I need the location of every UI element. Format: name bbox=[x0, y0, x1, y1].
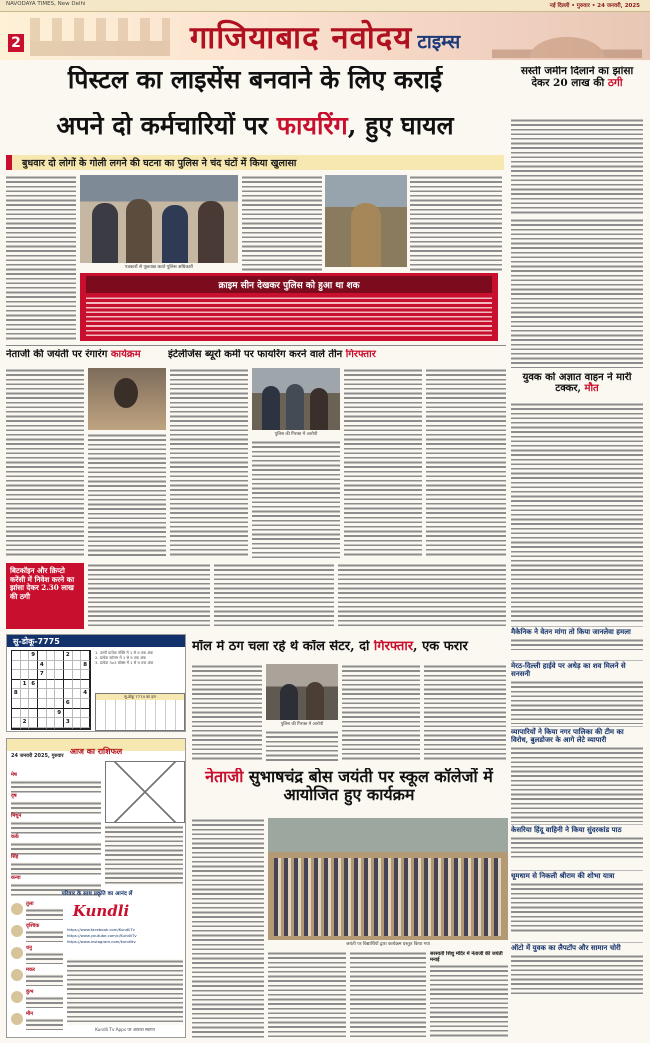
sudoku-cell bbox=[73, 699, 82, 709]
kundli-logo bbox=[71, 901, 131, 923]
sudoku-cell: 4 bbox=[81, 689, 90, 699]
accused-figure bbox=[310, 388, 328, 430]
rashi-entry bbox=[11, 923, 63, 944]
sudoku-cell bbox=[73, 670, 82, 680]
sudoku-cell bbox=[73, 718, 82, 728]
person-figure bbox=[198, 201, 224, 263]
crime-scene-box bbox=[80, 273, 498, 341]
rashi-entry bbox=[11, 901, 63, 922]
sudoku-cell: 8 bbox=[12, 689, 21, 699]
vivek-item-text bbox=[511, 746, 643, 822]
zodiac-icon bbox=[11, 969, 23, 981]
vivek-item-text bbox=[511, 680, 643, 724]
sudoku-cell bbox=[38, 728, 47, 729]
sudoku-cell bbox=[21, 670, 30, 680]
bitcoin-box bbox=[6, 563, 84, 629]
sudoku-cell bbox=[64, 670, 73, 680]
land-scam-text bbox=[511, 118, 643, 216]
social-links bbox=[67, 927, 183, 955]
bitcoin-col3-text bbox=[338, 563, 506, 629]
sudoku-cell bbox=[47, 651, 56, 661]
rashi-list bbox=[11, 761, 101, 885]
sudoku-cell bbox=[38, 718, 47, 728]
sudoku-cell bbox=[55, 728, 64, 729]
rashi-entry bbox=[11, 802, 101, 822]
rashi-name: तुला bbox=[26, 901, 34, 907]
sudoku-cell bbox=[64, 689, 73, 699]
instagram-link[interactable]: https://www.instagram.com/kundlitv bbox=[67, 939, 136, 944]
sudoku-cell bbox=[29, 709, 38, 719]
netaji-big-headline bbox=[192, 768, 506, 812]
sudoku-cell bbox=[73, 709, 82, 719]
zodiac-icon bbox=[11, 991, 23, 1003]
sudoku-cell bbox=[38, 709, 47, 719]
vivek-item bbox=[511, 824, 643, 869]
mall-headline-a: मॉल में ठग चला रहे थे कॉल सेंटर, दो bbox=[192, 640, 374, 654]
top-strip bbox=[0, 0, 650, 12]
masthead-hindi: गाजियाबाद नवोदय bbox=[189, 20, 413, 56]
kundli-footer: Kundli Tv Apps पर आपका स्वागत bbox=[95, 1027, 155, 1032]
sudoku-cell bbox=[47, 728, 56, 729]
sudoku-cell bbox=[47, 709, 56, 719]
rashi-text bbox=[26, 908, 63, 920]
sudoku-cell bbox=[73, 651, 82, 661]
sudoku-cell: 3 bbox=[64, 718, 73, 728]
vivek-item-title: ऑटो में युवक का लैपटॉप और सामान चोरी bbox=[511, 943, 621, 952]
parade-photo bbox=[268, 818, 508, 940]
sudoku-cell bbox=[12, 728, 21, 729]
netaji-big-col1 bbox=[192, 818, 264, 1038]
sudoku-cell bbox=[73, 728, 82, 729]
sudoku-cell bbox=[29, 661, 38, 671]
vivek-item-title: केसरिया हिंदू वाहिनी ने किया सुंदरकांड पाठ bbox=[511, 825, 622, 834]
sudoku-cell bbox=[21, 661, 30, 671]
mall-photo bbox=[266, 664, 338, 720]
crime-scene-box-text bbox=[86, 296, 492, 338]
sudoku-cell bbox=[21, 699, 30, 709]
intel-photo bbox=[252, 368, 340, 430]
kundli-chart bbox=[105, 761, 185, 823]
parade-photo-caption: जयंती पर विद्यार्थियों द्वारा कार्यक्रम प्रस्तुत किया गया bbox=[346, 942, 430, 947]
rashi-entry bbox=[11, 843, 101, 863]
rashi-entry bbox=[11, 989, 63, 1010]
sudoku-rule: 1. उत्तरी प्रत्येक पंक्ति में 1 से 9 तक अंक bbox=[95, 650, 154, 655]
person-figure bbox=[162, 205, 188, 263]
rashi-name: सिंह bbox=[11, 854, 19, 861]
rashi-entry bbox=[11, 761, 101, 781]
sudoku-cell bbox=[47, 680, 56, 690]
sudoku-cell bbox=[47, 718, 56, 728]
sudoku-cell bbox=[55, 661, 64, 671]
lead-headline-2a: अपने दो कर्मचारियों पर bbox=[56, 112, 277, 140]
sudoku-cell bbox=[55, 651, 64, 661]
sudoku-title: सु-डोकू-7775 bbox=[13, 637, 60, 646]
vivek-item-text bbox=[511, 638, 643, 650]
rashi-name: वृष bbox=[11, 792, 17, 799]
sudoku-cell bbox=[29, 689, 38, 699]
page-number: 2 bbox=[8, 34, 24, 52]
accused-figure bbox=[280, 684, 298, 720]
sudoku-cell bbox=[73, 689, 82, 699]
sudoku-cell bbox=[81, 728, 90, 729]
zodiac-icon bbox=[11, 903, 23, 915]
vivek-item bbox=[511, 942, 643, 1003]
bitcoin-col1-text bbox=[88, 563, 210, 629]
sudoku-cell bbox=[38, 689, 47, 699]
sudoku-cell bbox=[81, 670, 90, 680]
zodiac-icon bbox=[11, 947, 23, 959]
kundli-brand: Kundli bbox=[72, 902, 130, 920]
sudoku-cell bbox=[12, 670, 21, 680]
land-scam-headline bbox=[511, 66, 643, 116]
youtube-link[interactable]: https://www.youtube.com/c/KundliTv bbox=[67, 933, 137, 938]
sudoku-panel bbox=[6, 634, 186, 732]
sudoku-cell bbox=[64, 661, 73, 671]
sudoku-cell bbox=[38, 699, 47, 709]
sudoku-cell bbox=[38, 680, 47, 690]
accused-figure bbox=[286, 384, 304, 430]
sudoku-cell bbox=[12, 709, 21, 719]
sudoku-cell bbox=[29, 718, 38, 728]
rashi-name: धनु bbox=[26, 945, 32, 951]
accident-headline-a: युवक को अज्ञात वाहन ने मारी टक्कर, bbox=[522, 372, 632, 395]
vivek-item-text bbox=[511, 954, 643, 994]
police-photo bbox=[325, 175, 407, 267]
lead-headline-2 bbox=[6, 112, 504, 146]
sudoku-title-bar bbox=[7, 635, 185, 647]
sudoku-cell: 2 bbox=[64, 651, 73, 661]
rashi-name: मिथुन bbox=[11, 813, 22, 820]
rashi-name: कुंभ bbox=[26, 989, 34, 995]
sudoku-cell bbox=[29, 699, 38, 709]
masthead bbox=[0, 12, 650, 60]
sudoku-rule: 2. प्रत्येक कॉलम में 1 से 9 तक अंक bbox=[95, 655, 146, 660]
sudoku-cell bbox=[64, 680, 73, 690]
date-tag: नई दिल्ली • गुरुवार • 24 जनवरी, 2025 bbox=[549, 3, 640, 9]
sudoku-cell bbox=[81, 699, 90, 709]
land-scam-text-2 bbox=[511, 218, 643, 368]
sudoku-cell bbox=[12, 699, 21, 709]
intelligence-headline-b: गिरफ्तार bbox=[345, 349, 376, 360]
vivek-item bbox=[511, 660, 643, 725]
rashi-extra-text bbox=[67, 959, 183, 1025]
accused-figure bbox=[262, 386, 280, 430]
rashi-text bbox=[26, 930, 63, 942]
accident-headline-b: मौत bbox=[584, 383, 599, 395]
rashi-name: मेष bbox=[11, 772, 17, 778]
monument-art bbox=[492, 16, 642, 58]
netaji-col2-text bbox=[88, 433, 166, 558]
lead-col1-text bbox=[6, 175, 76, 340]
sudoku-cell bbox=[64, 728, 73, 729]
rashi-entry bbox=[11, 945, 63, 966]
rashi-entry bbox=[11, 823, 101, 843]
sudoku-cell bbox=[73, 680, 82, 690]
bitcoin-box-text: बिटकॉइन और क्रिप्टो करेंसी में निवेश करने का झांसा देकर 2.30 लाख की ठगी bbox=[10, 566, 75, 601]
intelligence-headline-a: इंटेलीजेंस ब्यूरो कर्मी पर फायरिंग करने वाले तीन bbox=[168, 349, 346, 360]
sudoku-cell bbox=[12, 680, 21, 690]
intelligence-headline bbox=[168, 349, 506, 365]
vivek-item-text bbox=[511, 882, 643, 932]
lead-photo bbox=[80, 175, 238, 263]
sudoku-cell: 6 bbox=[29, 680, 38, 690]
rashifal-title: आज का राशिफल bbox=[69, 747, 123, 756]
sudoku-cell bbox=[47, 670, 56, 680]
mall-photo-caption: पुलिस की गिरफ्त में आरोपी bbox=[280, 722, 324, 727]
mall-col4-text bbox=[424, 664, 506, 762]
sudoku-answer-title: सु-डोकू 7774 का हल bbox=[96, 694, 184, 700]
sudoku-cell: 9 bbox=[55, 709, 64, 719]
crime-scene-box-title: क्राइम सीन देखकर पुलिस को हुआ था शक bbox=[86, 276, 492, 293]
vivek-item bbox=[511, 870, 643, 941]
intel-col1-text bbox=[170, 368, 248, 558]
rashi-name: कर्क bbox=[11, 833, 19, 840]
rashi-entry bbox=[11, 864, 101, 884]
rashi-name: कन्या bbox=[11, 874, 21, 881]
paper-name-tag: NAVODAYA TIMES, New Delhi bbox=[6, 1, 86, 7]
masthead-title bbox=[160, 16, 490, 56]
sudoku-cell bbox=[55, 718, 64, 728]
section-rule bbox=[6, 345, 506, 346]
zodiac-icon bbox=[11, 1013, 23, 1025]
mall-col3-text bbox=[342, 664, 420, 762]
intel-photo-caption: पुलिस की गिरफ्त में आरोपी bbox=[274, 432, 318, 437]
sudoku-cell: 9 bbox=[29, 651, 38, 661]
netaji-big-headline-a: नेताजी bbox=[205, 768, 249, 786]
sudoku-cell: 2 bbox=[21, 718, 30, 728]
sudoku-cell bbox=[29, 728, 38, 729]
vivek-item-title: धूमधाम से निकली श्रीराम की शोभा यात्रा bbox=[511, 871, 615, 880]
accident-headline bbox=[511, 372, 643, 400]
lead-headline-2b: फायरिंग bbox=[276, 112, 348, 140]
netaji-big-col2 bbox=[268, 951, 346, 1038]
zodiac-icon bbox=[11, 925, 23, 937]
person-figure bbox=[126, 199, 152, 263]
rashi-entry bbox=[11, 967, 63, 988]
accused-figure bbox=[306, 682, 324, 720]
rashi-icon-list bbox=[11, 901, 63, 1035]
sudoku-cell bbox=[21, 709, 30, 719]
sudoku-cell bbox=[64, 709, 73, 719]
sudoku-cell: 8 bbox=[81, 661, 90, 671]
intel-col3-text bbox=[344, 368, 422, 558]
facebook-link[interactable]: https://www.facebook.com/KundliTv bbox=[67, 927, 135, 932]
sudoku-answer-box bbox=[95, 693, 185, 731]
sudoku-cell: 4 bbox=[38, 661, 47, 671]
netaji-headline-b: कार्यक्रम bbox=[110, 349, 141, 360]
rashi-text bbox=[26, 996, 63, 1008]
sudoku-cell bbox=[47, 689, 56, 699]
bitcoin-col2-text bbox=[214, 563, 334, 629]
mall-col2-text bbox=[266, 730, 338, 762]
vivek-item bbox=[511, 726, 643, 823]
lead-subhead-text: बुधवार दो लोगों के गोली लगने की घटना का पुलिस ने चंद घंटों में किया खुलासा bbox=[22, 158, 297, 169]
sudoku-cell bbox=[21, 651, 30, 661]
sudoku-cell bbox=[21, 689, 30, 699]
sudoku-cell bbox=[55, 699, 64, 709]
promo-line: परिवार के साथ प्रकृति का आनंद लें bbox=[61, 891, 133, 897]
lead-col5-text bbox=[410, 175, 502, 271]
rashi-text bbox=[26, 974, 63, 986]
rashi-name: मीन bbox=[26, 1011, 34, 1017]
netaji-big-headline-b: सुभाषचंद्र बोस जयंती पर स्कूल कॉलेजों में आयोजित हुए कार्यक्रम bbox=[248, 768, 493, 804]
lead-headline-2c: , हुए घायल bbox=[347, 112, 454, 140]
sudoku-cell bbox=[81, 709, 90, 719]
sudoku-cell bbox=[29, 670, 38, 680]
lead-col3-text bbox=[242, 175, 322, 271]
officer-figure bbox=[351, 203, 381, 267]
rashi-text bbox=[26, 952, 63, 964]
vivek-column bbox=[511, 626, 643, 1038]
sudoku-cell bbox=[55, 689, 64, 699]
sudoku-cell bbox=[47, 699, 56, 709]
portrait-figure bbox=[114, 378, 138, 408]
sudoku-cell bbox=[47, 661, 56, 671]
vivek-item-text bbox=[511, 836, 643, 860]
sudoku-rule: 3. प्रत्येक 3x3 बॉक्स में 1 से 9 तक अंक bbox=[95, 660, 154, 665]
vivek-item bbox=[511, 626, 643, 659]
mall-headline bbox=[192, 640, 510, 660]
netaji-big-col3 bbox=[350, 951, 426, 1038]
sudoku-cell bbox=[73, 661, 82, 671]
intel-col4-text bbox=[426, 368, 506, 558]
mall-headline-c: , एक फरार bbox=[413, 640, 468, 654]
rashi-entry bbox=[11, 782, 101, 802]
sudoku-cell bbox=[12, 661, 21, 671]
person-figure bbox=[92, 203, 118, 263]
netaji-big-sub2: सरस्वती शिशु मंदिर में नेताजी की जयंती मनाई bbox=[430, 951, 503, 963]
sudoku-cell bbox=[38, 651, 47, 661]
vivek-item-title: व्यापारियों ने किया नगर पालिका की टीम का विरोध, बुलडोजर के आगे लेटे व्यापारी bbox=[511, 727, 624, 744]
accident-text bbox=[511, 402, 643, 622]
sudoku-cell bbox=[81, 651, 90, 661]
masthead-eng: टाइम्स bbox=[417, 31, 461, 53]
sudoku-cell bbox=[55, 680, 64, 690]
lead-headline-1: पिस्टल का लाइसेंस बनवाने के लिए कराई bbox=[67, 66, 443, 94]
mall-col1-text bbox=[192, 664, 262, 762]
students-rows bbox=[274, 858, 502, 936]
sudoku-cell bbox=[21, 728, 30, 729]
land-scam-headline-a: सस्ती जमीन दिलाने का झांसा देकर 20 लाख की bbox=[520, 66, 634, 89]
mall-headline-b: गिरफ्तार bbox=[373, 640, 414, 654]
rashi-name: मकर bbox=[26, 967, 35, 973]
sudoku-cell: 1 bbox=[21, 680, 30, 690]
rashi-text bbox=[26, 1018, 63, 1030]
sudoku-cell bbox=[12, 651, 21, 661]
sudoku-cell bbox=[81, 680, 90, 690]
netaji-headline bbox=[6, 349, 166, 365]
sudoku-cell bbox=[81, 718, 90, 728]
sudoku-cell: 6 bbox=[64, 699, 73, 709]
vivek-item-title: मेरठ-दिल्ली हाईवे पर अधेड़ का शव मिलने से सनसनी bbox=[511, 661, 626, 678]
intel-col2-text bbox=[252, 440, 340, 558]
vivek-item-title: मैकेनिक ने वेतन मांगा तो किया जानलेवा हमला bbox=[511, 627, 631, 636]
sudoku-cell bbox=[12, 718, 21, 728]
lead-photo-caption: पत्रकारों से पूछताछ करते पुलिस अधिकारी bbox=[124, 265, 194, 270]
skyline-art bbox=[30, 18, 170, 56]
netaji-col1-text bbox=[6, 368, 84, 558]
rashi-entry bbox=[11, 1011, 63, 1032]
sudoku-grid bbox=[11, 650, 91, 730]
sudoku-cell bbox=[55, 670, 64, 680]
sudoku-cell: 7 bbox=[38, 670, 47, 680]
sudoku-rules bbox=[95, 650, 183, 694]
netaji-headline-a: नेताजी की जयंती पर रंगारंग bbox=[6, 349, 111, 360]
netaji-big-col4 bbox=[430, 964, 508, 1038]
land-scam-headline-b: ठगी bbox=[607, 76, 623, 89]
rashi-name: वृश्चिक bbox=[26, 923, 40, 929]
netaji-photo bbox=[88, 368, 166, 430]
panchang-text bbox=[105, 825, 183, 885]
rashifal-panel bbox=[6, 738, 186, 1038]
lead-subhead bbox=[6, 155, 504, 170]
rashifal-date: 24 जनवरी 2025, गुरुवार bbox=[11, 753, 64, 759]
